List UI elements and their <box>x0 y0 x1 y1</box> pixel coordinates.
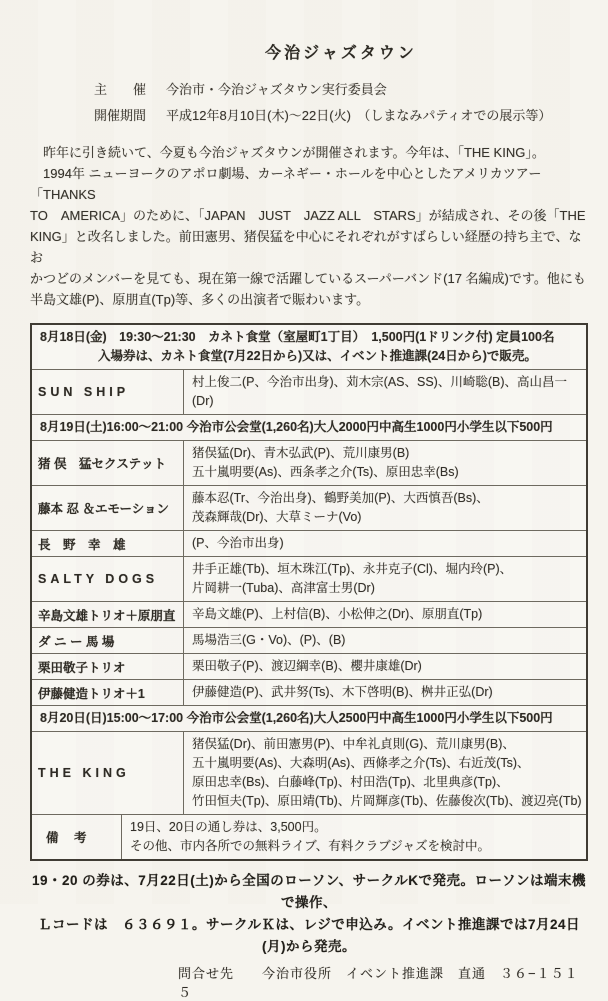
remarks-content <box>122 815 586 859</box>
band-row-sunship <box>32 369 586 414</box>
band-members <box>184 654 586 679</box>
member-line: 原田忠幸(Bs)、白藤峰(Tp)、村田浩(Tp)、北里典彦(Tp)、 <box>192 775 509 789</box>
band-name: SUN SHIP <box>32 370 184 414</box>
band-members <box>184 370 586 414</box>
member-line: 栗田敬子(P)、渡辺綱幸(B)、櫻井康雄(Dr) <box>192 659 422 673</box>
page-title: 今治ジャズタウン <box>265 45 417 62</box>
band-name: 藤本 忍 ＆エモーション <box>32 486 184 530</box>
band-members <box>184 680 586 705</box>
remarks-row <box>32 814 586 859</box>
member-line: 馬場浩三(G・Vo)、(P)、(B) <box>192 633 346 647</box>
event-meta <box>30 79 588 124</box>
member-line: 五十嵐明要(As)、大森明(As)、西條孝之介(Ts)、右近茂(Ts)、 <box>192 756 530 770</box>
session-row-aug19 <box>32 414 586 440</box>
intro-line: KING」と改名しました。前田憲男、猪俣猛を中心にそれぞれがすばらしい経歴の持ち主で、なお <box>30 229 582 265</box>
intro-line: 半島文雄(P)、原朋直(Tp)等、多くの出演者で賑わいます。 <box>30 292 370 307</box>
session-row-aug20 <box>32 705 586 731</box>
band-name: 辛島文雄トリオ＋原朋直 <box>32 602 184 627</box>
remarks-line: その他、市内各所での無料ライブ、有料クラブジャズを検討中。 <box>130 839 491 853</box>
member-line: 村上俊二(P、今治市出身)、苅木宗(AS、SS)、川崎聡(B)、高山昌一(Dr) <box>192 375 568 408</box>
band-members <box>184 486 586 530</box>
band-name: 猪 俣 猛セクステット <box>32 441 184 485</box>
band-row-saltydogs <box>32 556 586 601</box>
session-info <box>32 325 586 369</box>
band-row-kurita-trio <box>32 653 586 679</box>
member-line: 五十嵐明要(As)、西条孝之介(Ts)、原田忠幸(Bs) <box>192 465 459 479</box>
ticket-sales-notice <box>30 870 588 958</box>
session-line1: 8月18日(金) 19:30〜21:30 カネト食堂（室屋町1丁目） 1,500円(1ドリンク付) 定員100名 <box>40 330 555 344</box>
band-members <box>184 732 586 814</box>
session-line2: 入場券は、カネト食堂(7月22日から)又は、イベント推進課(24日から)で販売。 <box>98 349 537 363</box>
period-row <box>94 105 588 124</box>
member-line: 藤本忍(Tr、今治出身)、鶴野美加(P)、大西慎吾(Bs)、 <box>192 491 489 505</box>
member-line: 井手正雄(Tb)、垣木珠江(Tp)、永井克子(Cl)、堀内玲(P)、 <box>192 562 513 576</box>
band-members <box>184 557 586 601</box>
band-members <box>184 441 586 485</box>
band-members <box>184 628 586 653</box>
session-info: 8月19日(土)16:00〜21:00 今治市公会堂(1,260名)大人2000円中高生1000円小学生以下500円 <box>40 420 553 434</box>
contact-info: 問合せ先 今治市役所 イベント推進課 直通 ３６−１５１５ <box>178 966 579 1000</box>
band-members <box>184 531 586 556</box>
band-row-ito-trio <box>32 679 586 705</box>
band-name: 伊藤健造トリオ＋1 <box>32 680 184 705</box>
member-line: 猪俣猛(Dr)、前田憲男(P)、中牟礼貞則(G)、荒川康男(B)、 <box>192 737 515 751</box>
intro-line: かつどのメンバーを見ても、現在第一線で活躍しているスーパーバンド(17 名編成)です。他にも <box>30 271 586 286</box>
organizer-value: 今治市・今治ジャズタウン実行委員会 <box>166 82 387 97</box>
band-row-fujimoto-emotion <box>32 485 586 530</box>
member-line: 茂森輝哉(Dr)、大草ミーナ(Vo) <box>192 510 362 524</box>
schedule-table <box>30 323 588 861</box>
session-info: 8月20日(日)15:00〜17:00 今治市公会堂(1,260名)大人2500円中高生1000円小学生以下500円 <box>40 711 553 725</box>
intro-paragraph <box>30 142 588 310</box>
period-value: 平成12年8月10日(木)〜22日(火) （しまなみパティオでの展示等） <box>166 108 552 123</box>
band-members <box>184 602 586 627</box>
member-line: 伊藤健造(P)、武井努(Ts)、木下啓明(B)、桝井正弘(Dr) <box>192 685 493 699</box>
band-name: SALTY DOGS <box>32 557 184 601</box>
remarks-line: 19日、20日の通し券は、3,500円。 <box>130 820 327 834</box>
member-line: 辛島文雄(P)、上村信(B)、小松伸之(Dr)、原朋直(Tp) <box>192 607 483 621</box>
band-row-danny-baba <box>32 627 586 653</box>
band-name: THE KING <box>32 732 184 814</box>
intro-line: TO AMERICA」のために、「JAPAN JUST JAZZ ALL STARS」が結成され、その後「THE <box>30 208 586 223</box>
organizer-label: 主 催 <box>94 82 147 97</box>
intro-line: 昨年に引き続いて、今夏も今治ジャズタウンが開催されます。今年は、「THE KING」。 <box>30 145 545 160</box>
band-row-inomata-sextet <box>32 440 586 485</box>
band-row-theking <box>32 731 586 814</box>
band-row-karashima-trio <box>32 601 586 627</box>
remarks-label: 備 考 <box>32 815 122 859</box>
member-line: 猪俣猛(Dr)、青木弘武(P)、荒川康男(B) <box>192 446 410 460</box>
period-label: 開催期間 <box>94 108 147 123</box>
notice-line1: 19・20 の券は、7月22日(土)から全国のローソン、サークルKで発売。ローソンは端末機で操作、 <box>32 873 586 910</box>
session-row-aug18 <box>32 325 586 369</box>
band-row-nagano <box>32 530 586 556</box>
member-line: 竹田恒夫(Tp)、原田靖(Tb)、片岡輝彦(Tb)、佐藤俊次(Tb)、渡辺亮(Tb) <box>192 794 582 808</box>
organizer-row <box>94 79 588 98</box>
band-name: 長 野 幸 雄 <box>32 531 184 556</box>
notice-line2: Ｌコードは ６３６９１。サークルＫは、レジで申込み。イベント推進課では7月24日(月)から発売。 <box>37 917 581 954</box>
band-name: 栗田敬子トリオ <box>32 654 184 679</box>
band-name: ダ ニ ー 馬 場 <box>32 628 184 653</box>
intro-line: 1994年 ニューヨークのアポロ劇場、カーネギー・ホールを中心としたアメリカツアー「THANKS <box>30 166 542 202</box>
member-line: 片岡耕一(Tuba)、高津富士男(Dr) <box>192 581 375 595</box>
member-line: (P、今治市出身) <box>192 536 284 550</box>
